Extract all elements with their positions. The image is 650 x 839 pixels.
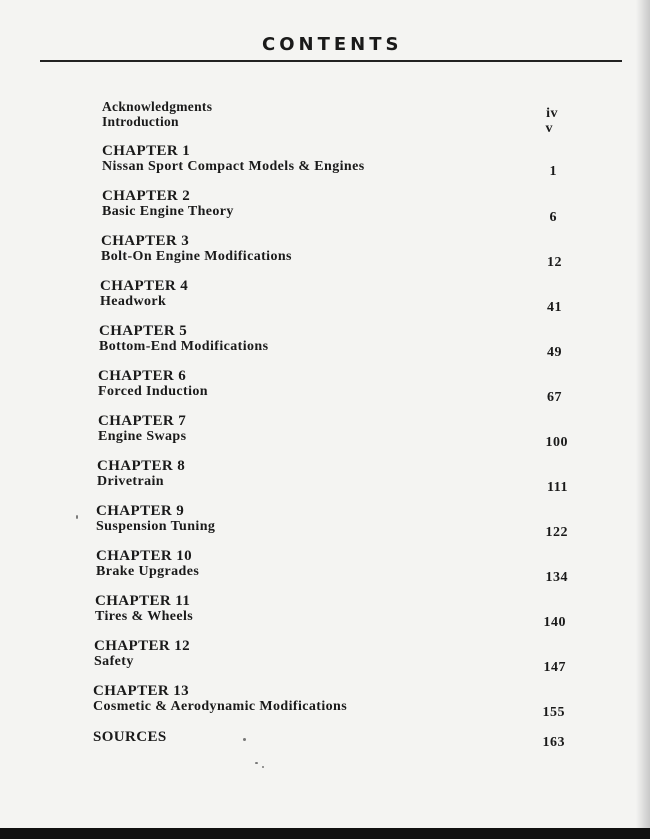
chapter-title: Bottom-End Modifications [99, 339, 269, 354]
scan-speck [262, 766, 264, 768]
toc-entry-chapter-13[interactable] [93, 683, 347, 715]
chapter-title: Cosmetic & Aerodynamic Modifications [93, 699, 348, 714]
chapter-number: CHAPTER 7 [98, 413, 187, 429]
toc-page-chapter-4: 41 [547, 300, 562, 315]
chapter-number: CHAPTER 9 [96, 503, 185, 519]
toc-entry-chapter-11[interactable] [95, 593, 193, 625]
title-rule [40, 60, 622, 62]
scan-border [0, 828, 650, 839]
toc-entry-chapter-1[interactable] [102, 143, 365, 175]
chapter-number: CHAPTER 13 [93, 683, 190, 699]
toc-page-chapter-2: 6 [549, 210, 557, 225]
toc-page-chapter-6: 67 [547, 390, 562, 405]
toc-page-sources: 163 [542, 735, 565, 750]
chapter-number: CHAPTER 12 [94, 638, 191, 654]
toc-entry-chapter-12[interactable] [94, 638, 190, 670]
chapter-number: CHAPTER 6 [98, 368, 187, 384]
chapter-number: CHAPTER 3 [101, 233, 190, 249]
chapter-number: CHAPTER 5 [99, 323, 188, 339]
toc-page-chapter-1: 1 [549, 164, 557, 179]
toc-page-chapter-5: 49 [547, 345, 562, 360]
page-edge-shadow [636, 0, 650, 828]
toc-page-chapter-11: 140 [543, 615, 566, 630]
toc-entry-chapter-8[interactable] [97, 458, 185, 490]
toc-page-chapter-12: 147 [543, 660, 566, 675]
chapter-number: CHAPTER 4 [100, 278, 189, 294]
toc-label-introduction: Introduction [102, 114, 179, 129]
toc-page-chapter-8: 111 [547, 480, 568, 495]
toc-page-acknowledgments: iv [546, 106, 558, 121]
toc-label-acknowledgments: Acknowledgments [102, 99, 213, 114]
toc-entry-chapter-2[interactable] [102, 188, 234, 220]
chapter-number: CHAPTER 8 [97, 458, 186, 474]
scan-speck [243, 738, 246, 741]
chapter-title: Engine Swaps [98, 429, 187, 444]
chapter-number: CHAPTER 2 [102, 188, 191, 204]
toc-page-introduction: v [545, 121, 553, 136]
toc-entry-chapter-4[interactable] [100, 278, 188, 310]
toc-entry-chapter-3[interactable] [101, 233, 292, 265]
toc-page-chapter-9: 122 [545, 525, 568, 540]
chapter-title: Drivetrain [97, 474, 164, 489]
chapter-title: Tires & Wheels [95, 609, 194, 624]
scan-speck [76, 515, 78, 519]
chapter-title: Suspension Tuning [96, 519, 216, 534]
toc-entry-chapter-10[interactable] [96, 548, 199, 580]
chapter-title: Forced Induction [98, 384, 208, 399]
chapter-number: CHAPTER 11 [95, 593, 191, 609]
chapter-title: Brake Upgrades [96, 564, 200, 579]
chapter-title: Bolt-On Engine Modifications [101, 249, 292, 264]
chapter-number: CHAPTER 10 [96, 548, 193, 564]
toc-page-chapter-10: 134 [545, 570, 568, 585]
toc-page-chapter-3: 12 [547, 255, 562, 270]
toc-entry-chapter-7[interactable] [98, 413, 186, 445]
chapter-title: Nissan Sport Compact Models & Engines [102, 159, 365, 174]
sources-label: SOURCES [93, 729, 167, 745]
chapter-number: CHAPTER 1 [102, 143, 191, 159]
toc-front-matter [102, 99, 212, 129]
toc-entry-sources[interactable] [93, 729, 167, 745]
toc-page-chapter-7: 100 [545, 435, 568, 450]
chapter-title: Headwork [100, 294, 167, 309]
scan-speck [255, 762, 258, 764]
chapter-title: Safety [94, 654, 134, 669]
page-title: CONTENTS [262, 34, 403, 55]
toc-entry-chapter-9[interactable] [96, 503, 215, 535]
toc-entry-chapter-6[interactable] [98, 368, 208, 400]
toc-entry-chapter-5[interactable] [99, 323, 268, 355]
toc-page-chapter-13: 155 [542, 705, 565, 720]
chapter-title: Basic Engine Theory [102, 204, 234, 219]
